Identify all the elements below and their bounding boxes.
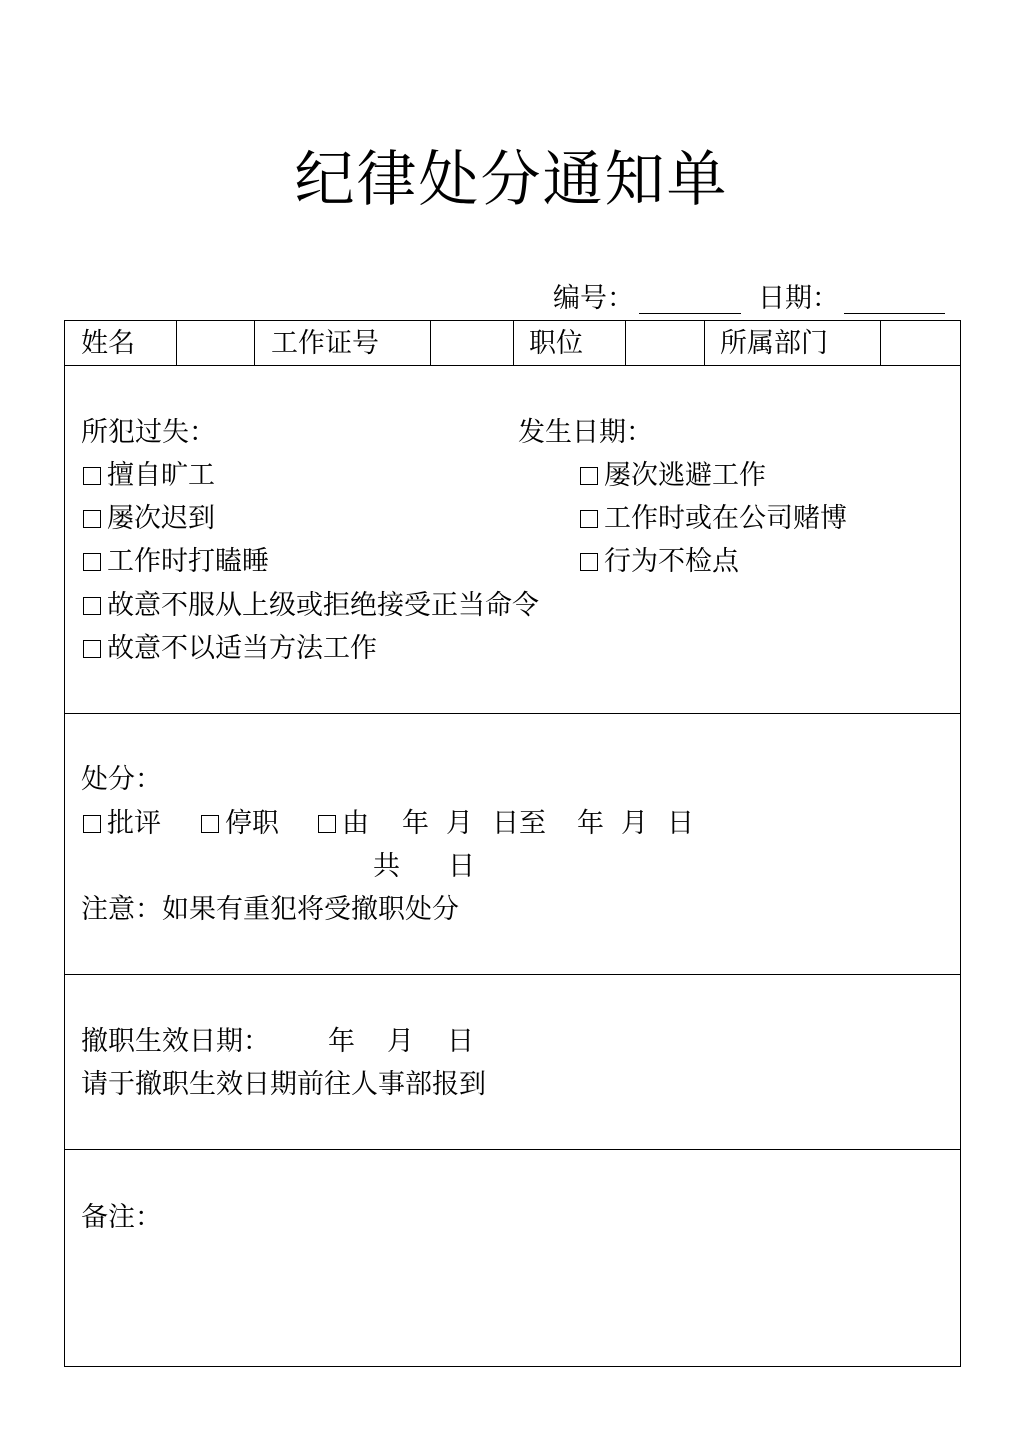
dismissal-year-label: 年 xyxy=(328,1026,355,1057)
position-field[interactable] xyxy=(626,321,704,365)
checkbox[interactable] xyxy=(201,815,219,833)
department-label: 所属部门 xyxy=(720,328,828,359)
divider xyxy=(704,321,705,365)
offense-option[interactable]: 工作时或在公司赌博 xyxy=(580,502,847,536)
remarks-label: 备注： xyxy=(81,1202,162,1233)
checkbox[interactable] xyxy=(83,597,101,615)
from-month-label: 月 xyxy=(446,808,473,839)
checkbox[interactable] xyxy=(83,640,101,658)
checkbox[interactable] xyxy=(83,553,101,571)
name-label: 姓名 xyxy=(81,328,135,359)
total-label: 共 xyxy=(373,851,400,882)
checkbox[interactable] xyxy=(580,510,598,528)
offense-option[interactable]: 擅自旷工 xyxy=(83,459,215,493)
checkbox[interactable] xyxy=(318,815,336,833)
date-field[interactable] xyxy=(844,287,945,314)
id-number-label: 工作证号 xyxy=(271,328,379,359)
occurrence-date-label: 发生日期： xyxy=(518,417,653,448)
penalty-criticize-option[interactable]: 批评 xyxy=(83,807,161,841)
checkbox[interactable] xyxy=(580,553,598,571)
penalty-label: 处分： xyxy=(81,764,162,795)
offense-label: 所犯过失： xyxy=(81,417,216,448)
position-label: 职位 xyxy=(529,328,583,359)
divider xyxy=(513,321,514,365)
from-day-to-label: 日至 xyxy=(492,808,546,839)
number-field[interactable] xyxy=(639,287,741,314)
page-title: 纪律处分通知单 xyxy=(294,145,729,215)
offense-option[interactable]: 屡次逃避工作 xyxy=(580,459,766,493)
divider xyxy=(254,321,255,365)
checkbox[interactable] xyxy=(83,815,101,833)
offense-option[interactable]: 故意不以适当方法工作 xyxy=(83,632,377,666)
dismissal-month-label: 月 xyxy=(387,1026,414,1057)
department-field[interactable] xyxy=(881,321,960,365)
number-label: 编号： xyxy=(553,283,634,314)
name-field[interactable] xyxy=(177,321,254,365)
disciplinary-form xyxy=(64,320,961,1367)
from-year-label: 年 xyxy=(402,808,429,839)
checkbox[interactable] xyxy=(580,467,598,485)
section-divider xyxy=(65,1149,960,1150)
penalty-period-option[interactable]: 由 xyxy=(318,807,369,841)
row-divider xyxy=(65,365,960,366)
dismissal-instruction: 请于撤职生效日期前往人事部报到 xyxy=(81,1069,486,1100)
to-year-label: 年 xyxy=(577,808,604,839)
id-number-field[interactable] xyxy=(431,321,513,365)
offense-option[interactable]: 故意不服从上级或拒绝接受正当命令 xyxy=(83,589,539,623)
repeat-warning-note: 注意：如果有重犯将受撤职处分 xyxy=(81,894,459,925)
offense-option[interactable]: 行为不检点 xyxy=(580,545,739,579)
total-days-label: 日 xyxy=(448,851,475,882)
offense-option[interactable]: 屡次迟到 xyxy=(83,502,215,536)
remarks-field[interactable] xyxy=(81,1241,941,1351)
penalty-suspend-option[interactable]: 停职 xyxy=(201,807,279,841)
to-month-label: 月 xyxy=(621,808,648,839)
checkbox[interactable] xyxy=(83,467,101,485)
dismissal-date-label: 撤职生效日期： xyxy=(81,1026,270,1057)
date-label: 日期： xyxy=(758,283,839,314)
offense-option[interactable]: 工作时打瞌睡 xyxy=(83,545,269,579)
section-divider xyxy=(65,713,960,714)
to-day-label: 日 xyxy=(667,808,694,839)
section-divider xyxy=(65,974,960,975)
dismissal-day-label: 日 xyxy=(447,1026,474,1057)
checkbox[interactable] xyxy=(83,510,101,528)
